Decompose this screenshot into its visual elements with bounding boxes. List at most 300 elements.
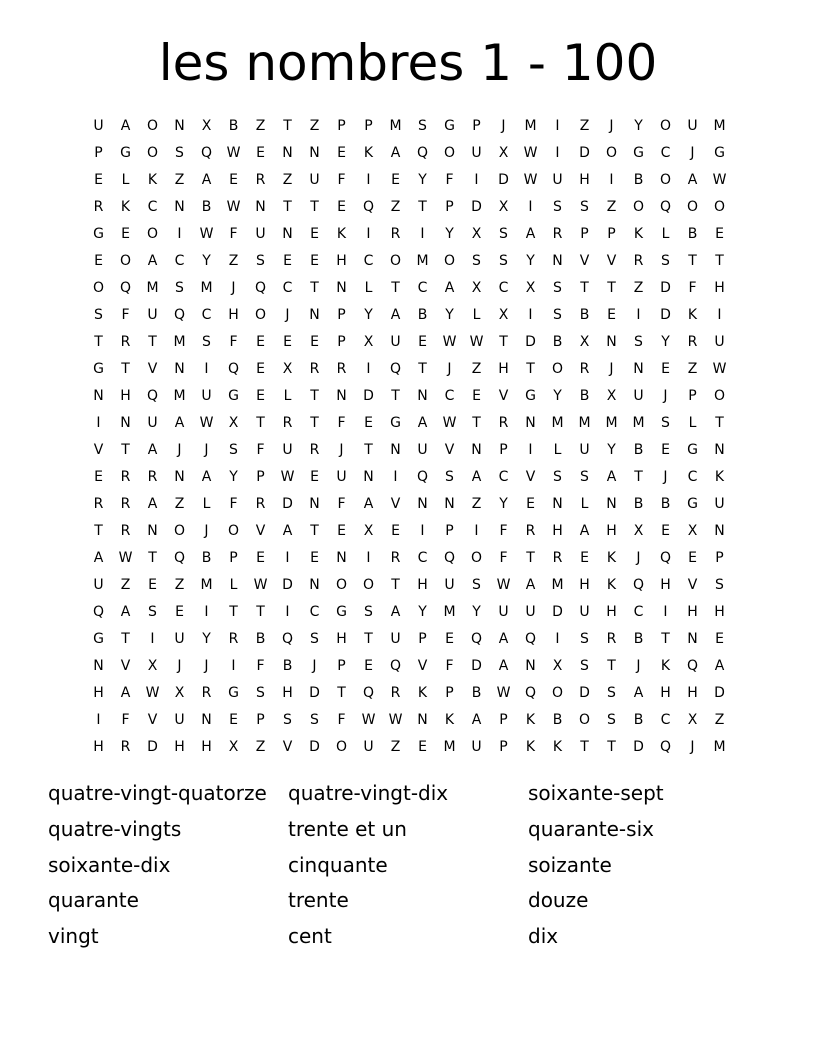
grid-row: [85, 113, 733, 140]
grid-row: [85, 302, 733, 329]
grid-letter: J: [204, 523, 209, 539]
grid-letter: R: [336, 361, 347, 377]
grid-letter: I: [663, 604, 668, 620]
grid-letter: R: [120, 739, 131, 755]
grid-letter: A: [120, 604, 131, 620]
word-list: [48, 776, 768, 955]
grid-letter: B: [687, 226, 698, 242]
grid-letter: I: [204, 361, 209, 377]
grid-letter: U: [471, 145, 482, 161]
grid-letter: B: [552, 334, 563, 350]
grid-letter: P: [256, 712, 265, 728]
grid-letter: N: [633, 361, 644, 377]
grid-letter: H: [660, 685, 671, 701]
grid-letter: H: [120, 388, 131, 404]
word-list-item: quarante: [48, 888, 139, 913]
grid-row: [85, 464, 733, 491]
grid-letter: R: [390, 550, 401, 566]
grid-letter: Q: [146, 388, 159, 404]
grid-letter: J: [663, 469, 668, 485]
grid-letter: C: [633, 604, 644, 620]
grid-letter: R: [633, 253, 644, 269]
grid-letter: Q: [362, 685, 375, 701]
grid-letter: E: [256, 334, 265, 350]
grid-letter: L: [202, 496, 211, 512]
grid-letter: U: [498, 604, 509, 620]
grid-letter: N: [336, 550, 347, 566]
grid-letter: T: [310, 523, 319, 539]
grid-letter: A: [525, 226, 536, 242]
grid-letter: X: [471, 280, 482, 296]
grid-letter: B: [471, 685, 482, 701]
grid-letter: M: [524, 118, 537, 134]
grid-letter: L: [472, 307, 481, 323]
grid-letter: Z: [579, 118, 590, 134]
grid-letter: E: [229, 712, 238, 728]
grid-letter: W: [712, 172, 727, 188]
grid-letter: T: [580, 280, 589, 296]
grid-letter: W: [442, 334, 457, 350]
grid-letter: H: [282, 685, 293, 701]
grid-letter: L: [364, 280, 373, 296]
grid-letter: E: [283, 334, 292, 350]
grid-letter: S: [715, 577, 724, 593]
grid-letter: F: [445, 658, 454, 674]
grid-letter: S: [94, 307, 103, 323]
grid-letter: Q: [416, 145, 429, 161]
grid-letter: K: [633, 226, 644, 242]
grid-letter: V: [147, 712, 158, 728]
grid-letter: Q: [632, 577, 645, 593]
grid-letter: S: [580, 658, 589, 674]
grid-letter: E: [94, 172, 103, 188]
grid-letter: I: [393, 469, 398, 485]
grid-letter: K: [687, 307, 698, 323]
grid-letter: R: [606, 631, 617, 647]
grid-letter: B: [228, 118, 239, 134]
grid-letter: O: [92, 280, 105, 296]
grid-letter: R: [390, 226, 401, 242]
grid-letter: Y: [472, 604, 481, 620]
grid-letter: S: [229, 442, 238, 458]
grid-letter: E: [337, 145, 346, 161]
grid-letter: D: [282, 577, 293, 593]
grid-letter: X: [201, 118, 212, 134]
grid-letter: I: [555, 631, 560, 647]
grid-letter: T: [634, 469, 643, 485]
grid-letter: U: [147, 415, 158, 431]
grid-letter: H: [660, 577, 671, 593]
grid-letter: F: [499, 550, 508, 566]
word-list-item: douze: [528, 888, 589, 913]
grid-letter: X: [498, 145, 509, 161]
grid-letter: A: [282, 523, 293, 539]
grid-letter: U: [201, 388, 212, 404]
grid-letter: X: [498, 307, 509, 323]
grid-letter: D: [147, 739, 158, 755]
grid-letter: Q: [389, 361, 402, 377]
grid-letter: D: [579, 145, 590, 161]
grid-letter: W: [226, 199, 241, 215]
grid-letter: X: [282, 361, 293, 377]
grid-letter: B: [201, 550, 212, 566]
grid-letter: M: [443, 604, 456, 620]
grid-letter: E: [121, 226, 130, 242]
grid-letter: M: [551, 577, 564, 593]
grid-letter: U: [147, 307, 158, 323]
grid-letter: N: [714, 442, 725, 458]
grid-letter: U: [174, 712, 185, 728]
grid-letter: S: [580, 469, 589, 485]
grid-letter: P: [445, 523, 454, 539]
grid-letter: Q: [362, 199, 375, 215]
grid-letter: E: [310, 550, 319, 566]
grid-letter: F: [256, 442, 265, 458]
grid-letter: N: [606, 496, 617, 512]
grid-letter: D: [309, 739, 320, 755]
grid-letter: R: [498, 415, 509, 431]
grid-letter: R: [228, 631, 239, 647]
grid-letter: D: [309, 685, 320, 701]
grid-letter: E: [445, 631, 454, 647]
grid-letter: G: [336, 604, 347, 620]
grid-letter: Y: [607, 442, 616, 458]
grid-letter: Z: [228, 253, 239, 269]
grid-letter: B: [633, 712, 644, 728]
grid-letter: P: [445, 685, 454, 701]
grid-letter: J: [312, 658, 317, 674]
grid-letter: W: [199, 415, 214, 431]
grid-letter: J: [690, 739, 695, 755]
grid-letter: H: [714, 604, 725, 620]
grid-letter: U: [417, 442, 428, 458]
grid-letter: N: [174, 361, 185, 377]
grid-letter: J: [609, 118, 614, 134]
grid-letter: K: [660, 658, 671, 674]
grid-letter: T: [283, 199, 292, 215]
grid-letter: S: [445, 469, 454, 485]
grid-row: [85, 248, 733, 275]
grid-letter: S: [499, 226, 508, 242]
grid-letter: V: [606, 253, 617, 269]
grid-letter: I: [96, 712, 101, 728]
word-list-item: soizante: [528, 852, 612, 877]
grid-letter: T: [391, 280, 400, 296]
grid-letter: U: [363, 739, 374, 755]
grid-letter: R: [309, 442, 320, 458]
grid-letter: D: [633, 739, 644, 755]
grid-letter: U: [93, 577, 104, 593]
grid-letter: P: [337, 307, 346, 323]
grid-row: [85, 437, 733, 464]
grid-letter: I: [150, 631, 155, 647]
grid-letter: Z: [633, 280, 644, 296]
word-list-item: quatre-vingt-dix: [288, 781, 449, 805]
grid-letter: U: [471, 739, 482, 755]
grid-letter: H: [606, 604, 617, 620]
grid-letter: W: [496, 577, 511, 593]
grid-letter: I: [474, 523, 479, 539]
grid-letter: P: [256, 469, 265, 485]
grid-letter: D: [498, 172, 509, 188]
grid-letter: O: [119, 253, 132, 269]
grid-row: [85, 653, 733, 680]
grid-letter: E: [94, 253, 103, 269]
word-list-item: soixante-sept: [528, 781, 664, 805]
grid-letter: C: [444, 388, 455, 404]
grid-letter: N: [363, 469, 374, 485]
grid-letter: Q: [173, 307, 186, 323]
grid-letter: O: [551, 361, 564, 377]
grid-letter: W: [442, 415, 457, 431]
grid-letter: L: [688, 415, 697, 431]
grid-letter: Q: [416, 469, 429, 485]
grid-letter: O: [389, 253, 402, 269]
grid-letter: T: [94, 523, 103, 539]
grid-letter: O: [335, 739, 348, 755]
grid-letter: E: [310, 226, 319, 242]
grid-letter: Q: [524, 631, 537, 647]
grid-letter: D: [552, 604, 563, 620]
grid-letter: B: [201, 199, 212, 215]
grid-letter: Y: [202, 631, 211, 647]
grid-letter: M: [173, 334, 186, 350]
grid-letter: N: [174, 199, 185, 215]
grid-letter: S: [175, 145, 184, 161]
grid-letter: B: [579, 307, 590, 323]
grid-letter: Z: [120, 577, 131, 593]
grid-letter: R: [93, 199, 104, 215]
grid-letter: T: [364, 631, 373, 647]
grid-letter: X: [174, 685, 185, 701]
grid-letter: D: [471, 658, 482, 674]
grid-letter: F: [256, 658, 265, 674]
grid-row: [85, 275, 733, 302]
grid-letter: T: [472, 415, 481, 431]
grid-letter: T: [121, 442, 130, 458]
grid-letter: N: [390, 442, 401, 458]
grid-letter: Q: [200, 145, 213, 161]
grid-letter: S: [661, 253, 670, 269]
grid-letter: W: [253, 577, 268, 593]
grid-letter: Y: [418, 172, 427, 188]
grid-letter: R: [579, 361, 590, 377]
grid-letter: O: [362, 577, 375, 593]
grid-letter: U: [336, 469, 347, 485]
grid-letter: A: [201, 172, 212, 188]
grid-letter: E: [661, 442, 670, 458]
grid-letter: N: [552, 253, 563, 269]
grid-letter: Z: [471, 496, 482, 512]
grid-letter: Y: [661, 334, 670, 350]
grid-letter: Q: [470, 631, 483, 647]
grid-row: [85, 707, 733, 734]
grid-letter: H: [687, 604, 698, 620]
grid-letter: S: [472, 253, 481, 269]
grid-letter: X: [147, 658, 158, 674]
grid-letter: V: [282, 739, 293, 755]
word-list-item: vingt: [48, 924, 99, 949]
grid-letter: J: [177, 658, 182, 674]
grid-letter: X: [687, 523, 698, 539]
grid-letter: Y: [364, 307, 373, 323]
grid-letter: R: [201, 685, 212, 701]
grid-letter: E: [175, 604, 184, 620]
grid-letter: S: [580, 199, 589, 215]
grid-letter: E: [310, 469, 319, 485]
grid-letter: X: [606, 388, 617, 404]
grid-letter: V: [390, 496, 401, 512]
grid-letter: U: [93, 118, 104, 134]
grid-letter: L: [229, 577, 238, 593]
grid-letter: E: [337, 523, 346, 539]
grid-letter: W: [361, 712, 376, 728]
grid-letter: F: [121, 712, 130, 728]
grid-letter: S: [580, 631, 589, 647]
grid-letter: K: [606, 577, 617, 593]
grid-letter: I: [609, 172, 614, 188]
grid-letter: O: [470, 550, 483, 566]
grid-letter: J: [447, 361, 452, 377]
grid-letter: S: [310, 712, 319, 728]
grid-letter: P: [229, 550, 238, 566]
grid-letter: T: [391, 577, 400, 593]
grid-letter: X: [363, 334, 374, 350]
grid-letter: F: [445, 172, 454, 188]
grid-letter: I: [204, 604, 209, 620]
grid-letter: T: [256, 415, 265, 431]
grid-letter: Y: [202, 253, 211, 269]
grid-letter: Q: [389, 658, 402, 674]
grid-letter: D: [660, 280, 671, 296]
grid-letter: Y: [634, 118, 643, 134]
grid-letter: V: [120, 658, 131, 674]
grid-letter: A: [174, 415, 185, 431]
grid-letter: A: [120, 685, 131, 701]
grid-letter: S: [256, 253, 265, 269]
grid-letter: D: [660, 307, 671, 323]
grid-letter: N: [282, 226, 293, 242]
grid-letter: V: [255, 523, 266, 539]
grid-letter: V: [147, 361, 158, 377]
grid-letter: E: [661, 361, 670, 377]
grid-letter: P: [715, 550, 724, 566]
grid-letter: F: [229, 226, 238, 242]
grid-letter: J: [177, 442, 182, 458]
grid-letter: G: [120, 145, 131, 161]
grid-letter: Q: [659, 199, 672, 215]
grid-letter: A: [471, 712, 482, 728]
grid-letter: V: [444, 442, 455, 458]
grid-letter: V: [579, 253, 590, 269]
grid-letter: Z: [255, 739, 266, 755]
grid-letter: H: [93, 739, 104, 755]
grid-letter: P: [337, 658, 346, 674]
grid-letter: Y: [553, 388, 562, 404]
grid-letter: J: [690, 145, 695, 161]
grid-letter: U: [444, 577, 455, 593]
grid-letter: H: [579, 172, 590, 188]
grid-letter: T: [94, 334, 103, 350]
grid-letter: E: [472, 388, 481, 404]
grid-row: [85, 140, 733, 167]
grid-letter: H: [201, 739, 212, 755]
grid-row: [85, 167, 733, 194]
word-list-item: quarante-six: [528, 816, 654, 841]
grid-row: [85, 194, 733, 221]
grid-letter: N: [444, 496, 455, 512]
grid-row: [85, 410, 733, 437]
grid-letter: N: [309, 577, 320, 593]
grid-letter: B: [660, 496, 671, 512]
grid-letter: H: [714, 280, 725, 296]
grid-letter: E: [256, 550, 265, 566]
grid-letter: O: [146, 145, 159, 161]
grid-letter: O: [443, 253, 456, 269]
grid-letter: N: [714, 523, 725, 539]
grid-letter: G: [228, 388, 239, 404]
grid-letter: B: [633, 496, 644, 512]
grid-letter: M: [578, 415, 591, 431]
grid-letter: T: [607, 280, 616, 296]
grid-letter: I: [717, 307, 722, 323]
grid-letter: J: [609, 361, 614, 377]
grid-letter: A: [93, 550, 104, 566]
grid-letter: W: [388, 712, 403, 728]
grid-letter: T: [526, 550, 535, 566]
grid-letter: A: [687, 172, 698, 188]
grid-letter: U: [282, 442, 293, 458]
grid-letter: T: [364, 442, 373, 458]
grid-letter: T: [229, 604, 238, 620]
grid-letter: A: [363, 496, 374, 512]
grid-letter: E: [364, 415, 373, 431]
grid-letter: E: [94, 469, 103, 485]
grid-letter: A: [714, 658, 725, 674]
grid-letter: Q: [173, 550, 186, 566]
grid-letter: O: [146, 118, 159, 134]
grid-letter: Q: [443, 550, 456, 566]
grid-letter: K: [444, 712, 455, 728]
grid-row: [85, 356, 733, 383]
grid-row: [85, 329, 733, 356]
grid-letter: S: [553, 469, 562, 485]
word-list-item: trente et un: [288, 816, 407, 841]
grid-letter: T: [418, 199, 427, 215]
grid-letter: A: [444, 280, 455, 296]
grid-letter: J: [663, 388, 668, 404]
grid-letter: N: [147, 523, 158, 539]
grid-letter: P: [580, 226, 589, 242]
grid-letter: P: [607, 226, 616, 242]
grid-letter: O: [713, 199, 726, 215]
grid-letter: R: [120, 469, 131, 485]
grid-letter: K: [417, 685, 428, 701]
grid-letter: F: [121, 307, 130, 323]
grid-letter: I: [177, 226, 182, 242]
grid-letter: S: [553, 199, 562, 215]
grid-letter: A: [525, 577, 536, 593]
grid-letter: P: [364, 118, 373, 134]
grid-letter: T: [418, 361, 427, 377]
grid-row: [85, 221, 733, 248]
grid-letter: U: [714, 496, 725, 512]
grid-letter: E: [229, 172, 238, 188]
grid-letter: R: [255, 496, 266, 512]
grid-letter: I: [420, 226, 425, 242]
grid-letter: N: [309, 307, 320, 323]
grid-letter: S: [634, 334, 643, 350]
